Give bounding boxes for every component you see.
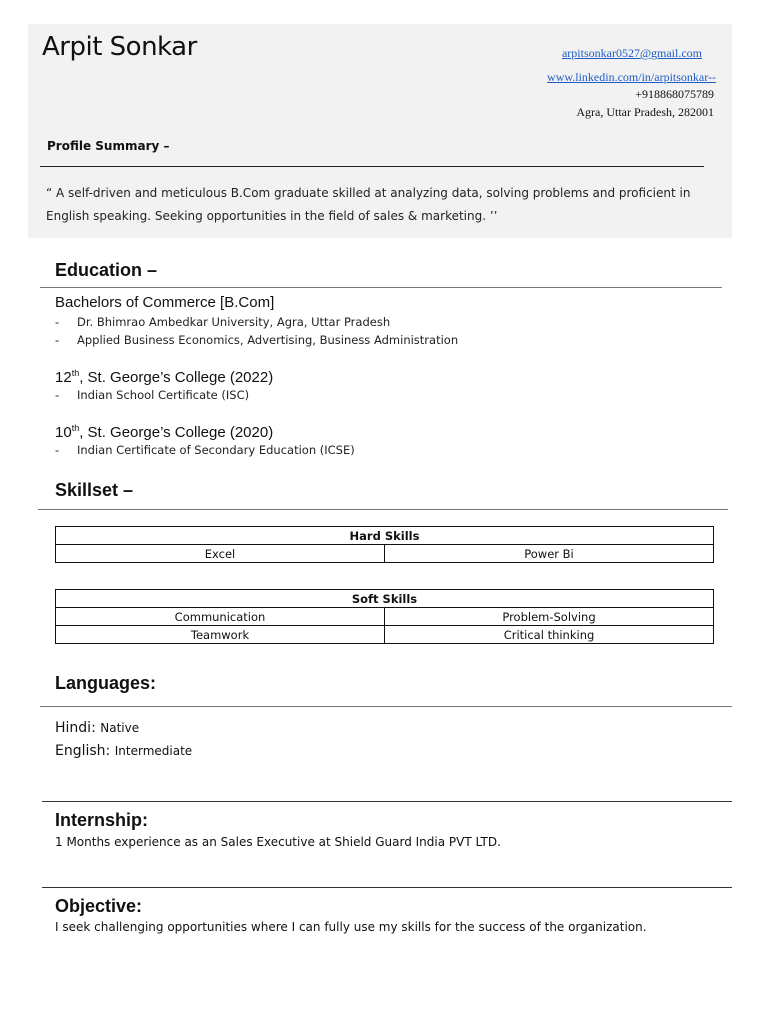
soft-skills-table (55, 589, 714, 644)
table-cell: Power Bi (385, 545, 714, 563)
objective-divider (42, 887, 732, 888)
table-cell: Problem-Solving (385, 608, 714, 626)
internship-heading: Internship: (55, 810, 148, 830)
languages-divider (40, 706, 732, 707)
email-link[interactable]: arpitsonkar0527@gmail.com (561, 46, 702, 60)
list-item: - Dr. Bhimrao Ambedkar University, Agra, Uttar Pradesh (55, 315, 391, 329)
table-cell: Critical thinking (385, 626, 714, 644)
skillset-heading: Skillset – (55, 480, 134, 500)
hard-skills-table (55, 526, 714, 563)
profile-divider (40, 166, 704, 167)
location: Agra, Uttar Pradesh, 282001 (576, 105, 714, 119)
language-item: English: Intermediate (55, 743, 193, 759)
list-item: - Indian Certificate of Secondary Education (ICSE) (55, 443, 355, 457)
education-heading: Education – (55, 260, 158, 280)
table-header: Hard Skills (56, 527, 714, 545)
profile-summary-label: Profile Summary – (47, 139, 170, 153)
skillset-divider (38, 509, 728, 510)
language-item: Hindi: Native (55, 720, 140, 736)
internship-divider (42, 801, 732, 802)
list-item: - Indian School Certificate (ISC) (55, 388, 250, 402)
profile-summary-text: “ A self-driven and meticulous B.Com graduate skilled at analyzing data, solving problems and proficient in English speaking. Seeking opportunities in the field of sales & marketing. ’’ (46, 186, 691, 223)
table-cell: Communication (56, 608, 385, 626)
table-header: Soft Skills (56, 590, 714, 608)
linkedin-link[interactable]: www.linkedin.com/in/arpitsonkar-- (547, 70, 716, 84)
education-entry-title: 12th, St. George’s College (2022) (55, 368, 274, 386)
candidate-name: Arpit Sonkar (42, 32, 197, 62)
education-divider (40, 287, 722, 288)
objective-text: I seek challenging opportunities where I can fully use my skills for the success of the organization. (55, 920, 647, 934)
education-entry-title: Bachelors of Commerce [B.Com] (55, 294, 275, 311)
table-cell: Teamwork (56, 626, 385, 644)
phone-number: +918868075789 (635, 87, 714, 101)
table-cell: Excel (56, 545, 385, 563)
internship-text: 1 Months experience as an Sales Executive at Shield Guard India PVT LTD. (55, 835, 501, 849)
objective-heading: Objective: (55, 896, 143, 916)
languages-heading: Languages: (55, 673, 157, 693)
list-item: - Applied Business Economics, Advertising, Business Administration (55, 333, 459, 347)
education-entry-title: 10th, St. George’s College (2020) (55, 423, 274, 441)
